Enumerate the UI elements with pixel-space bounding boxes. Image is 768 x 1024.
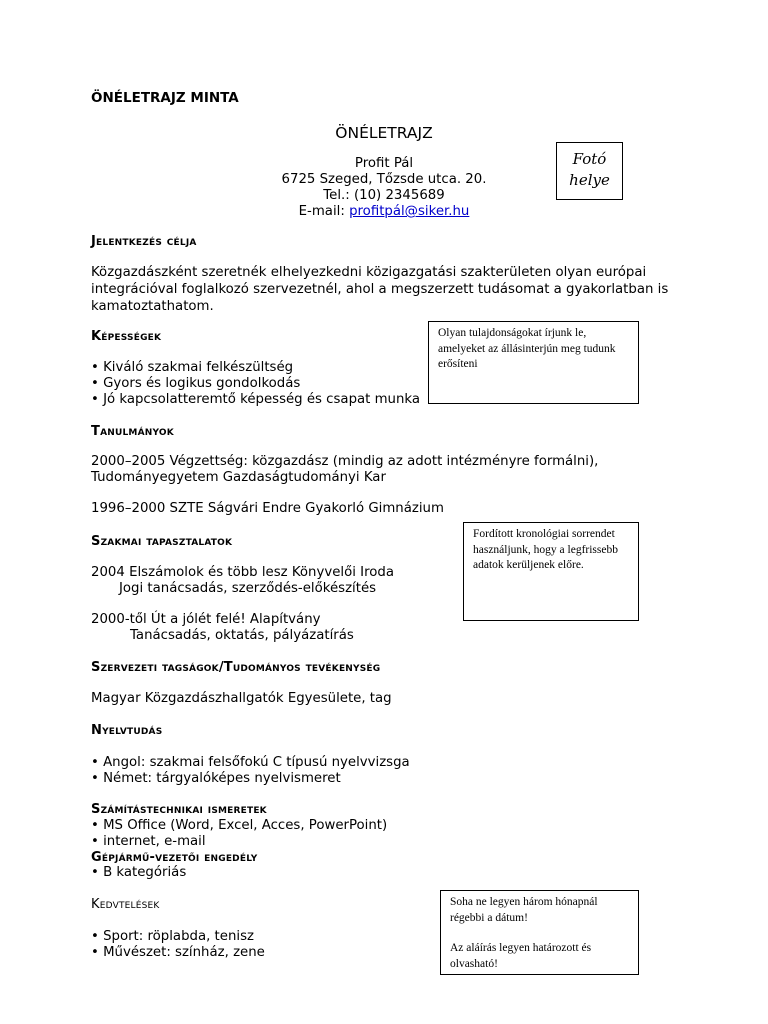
photo-placeholder-line1: Fotó [572, 150, 607, 168]
skill-item: • Gyors és logikus gondolkodás [91, 376, 301, 391]
contact-email-line [0, 204, 768, 220]
tip-spacer [450, 926, 630, 941]
education-heading: Tanulmányok [91, 424, 174, 439]
hobbies-heading: Kedvtelések [91, 897, 160, 912]
date-signature-tip-box [440, 890, 639, 975]
education-entry: 1996–2000 SZTE Ságvári Endre Gyakorló Gimnázium [91, 501, 444, 516]
hobby-item: • Sport: röplabda, tenisz [91, 929, 254, 944]
photo-placeholder-line2: helye [569, 171, 610, 189]
hobby-item: • Művészet: színház, zene [91, 945, 265, 960]
job-title: 2004 Elszámolok és több lesz Könyvelői Iroda [91, 565, 394, 580]
contact-address: 6725 Szeged, Tőzsde utca. 20. [281, 172, 487, 187]
membership-entry: Magyar Közgazdászhallgatók Egyesülete, tag [91, 691, 392, 706]
job-description: Jogi tanácsadás, szerződés-előkészítés [119, 581, 377, 596]
document-title: ÖNÉLETRAJZ [335, 124, 433, 142]
job-title: 2000-től Út a jólét felé! Alapítvány [91, 612, 321, 627]
education-entry-line: 2000–2005 Végzettség: közgazdász (mindig az adott intézményre formálni), [91, 454, 599, 469]
education-entry-line: Tudományegyetem Gazdaságtudományi Kar [91, 470, 386, 485]
chronology-tip-text: Fordított kronológiai sorrendet használjunk, hogy a legfrissebb adatok kerüljenek előre. [473, 528, 618, 571]
it-skills-heading: Számítástechnikai ismeretek [91, 802, 267, 817]
memberships-heading: Szervezeti tagságok/Tudományos tevékenység [91, 660, 381, 675]
page-title: ÖNÉLETRAJZ MINTA [91, 90, 239, 106]
skill-item: • Kiváló szakmai felkészültség [91, 360, 294, 375]
language-item: • Német: tárgyalóképes nyelvismeret [91, 771, 341, 786]
experience-heading: Szakmai tapasztalatok [91, 534, 233, 549]
driving-licence-item: • B kategóriás [91, 865, 187, 880]
photo-placeholder [556, 142, 623, 200]
objective-heading: Jelentkezés célja [91, 234, 197, 249]
date-tip-text: Soha ne legyen három hónapnál régebbi a dátum! [450, 896, 598, 924]
email-label: E-mail: [298, 204, 350, 219]
contact-name: Profit Pál [354, 156, 414, 171]
skills-tip-text: Olyan tulajdonságokat írjunk le, amelyeket az állásinterjún meg tudunk erősíteni [438, 327, 616, 370]
skills-tip-box [428, 321, 639, 404]
language-item: • Angol: szakmai felsőfokú C típusú nyelvvizsga [91, 755, 410, 770]
objective-text: Közgazdászként szeretnék elhelyezkedni közigazgatási szakterületen olyan európai integrációval foglalkozó szervezetnél, ahol a megszerzett tudásomat a gyakorlatban is kamatoztathatom. [91, 265, 669, 314]
job-description: Tanácsadás, oktatás, pályázatírás [130, 628, 354, 643]
signature-tip-text: Az aláírás legyen határozott és olvasható! [450, 942, 592, 970]
skills-heading: Képességek [91, 329, 162, 344]
driving-licence-heading: Gépjármű-vezetői engedély [91, 850, 258, 865]
it-skill-item: • internet, e-mail [91, 834, 206, 849]
skill-item: • Jó kapcsolatteremtő képesség és csapat munka [91, 392, 421, 407]
email-link[interactable]: profitpál@siker.hu [349, 204, 470, 219]
languages-heading: Nyelvtudás [91, 723, 163, 738]
it-skill-item: • MS Office (Word, Excel, Acces, PowerPoint) [91, 818, 388, 833]
chronology-tip-box [463, 522, 639, 621]
contact-phone: Tel.: (10) 2345689 [323, 188, 445, 203]
